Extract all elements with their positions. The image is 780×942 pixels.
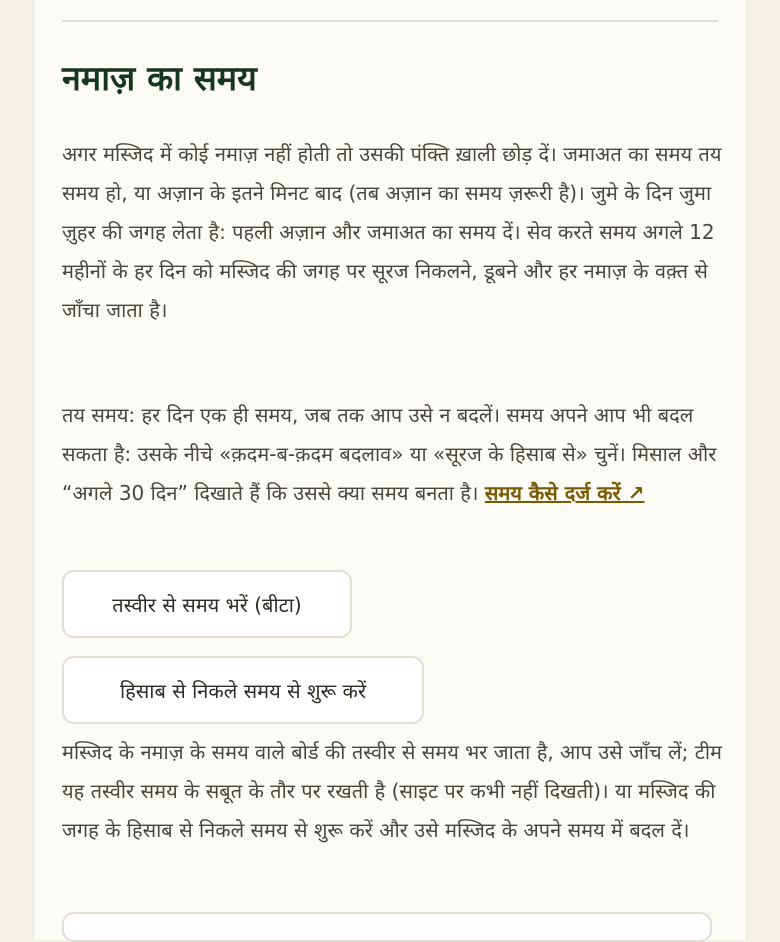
prayer-times-card	[33, 0, 747, 940]
fixed-time-text: तय समय: हर दिन एक ही समय, जब तक आप उसे न बदलें। समय अपने आप भी बदल सकता है: उसके नीचे «क़दम-ब-क़दम बदलाव» या «सूरज के हिसाब से» चुनें। मिसाल और “अगले 30 दिन” दिखाते हैं कि उससे क्या समय बनता है।	[62, 403, 717, 505]
intro-paragraph: अगर मस्जिद में कोई नमाज़ नहीं होती तो उसकी पंक्ति ख़ाली छोड़ दें। जमाअत का समय तय समय हो, या अज़ान के इतने मिनट बाद (तब अज़ान का समय ज़रूरी है)। जुमे के दिन जुमा ज़ुहर की जगह लेता है: पहली अज़ान और जमाअत का समय दें। सेव करते समय अगले 12 महीनों के हर दिन को मस्जिद की जगह पर सूरज निकलने, डूबने और हर नमाज़ के वक़्त से जाँचा जाता है।	[62, 142, 722, 322]
next-control-edge[interactable]	[62, 912, 712, 942]
photo-note-paragraph: मस्जिद के नमाज़ के समय वाले बोर्ड की तस्वीर से समय भर जाता है, आप उसे जाँच लें; टीम यह तस्वीर समय के सबूत के तौर पर रखती है (साइट पर कभी नहीं दिखती)। या मस्जिद की जगह के हिसाब से निकले समय से शुरू करें और उसे मस्जिद के अपने समय में बदल दें।	[62, 740, 722, 842]
section-title: नमाज़ का समय	[62, 59, 257, 99]
fixed-time-paragraph	[62, 396, 722, 513]
how-to-enter-times-link[interactable]: समय कैसे दर्ज करें ↗	[484, 481, 645, 505]
start-from-calculated-button[interactable]: हिसाब से निकले समय से शुरू करें	[62, 656, 424, 724]
fill-from-photo-button[interactable]: तस्वीर से समय भरें (बीटा)	[62, 570, 352, 638]
section-divider	[62, 20, 718, 22]
